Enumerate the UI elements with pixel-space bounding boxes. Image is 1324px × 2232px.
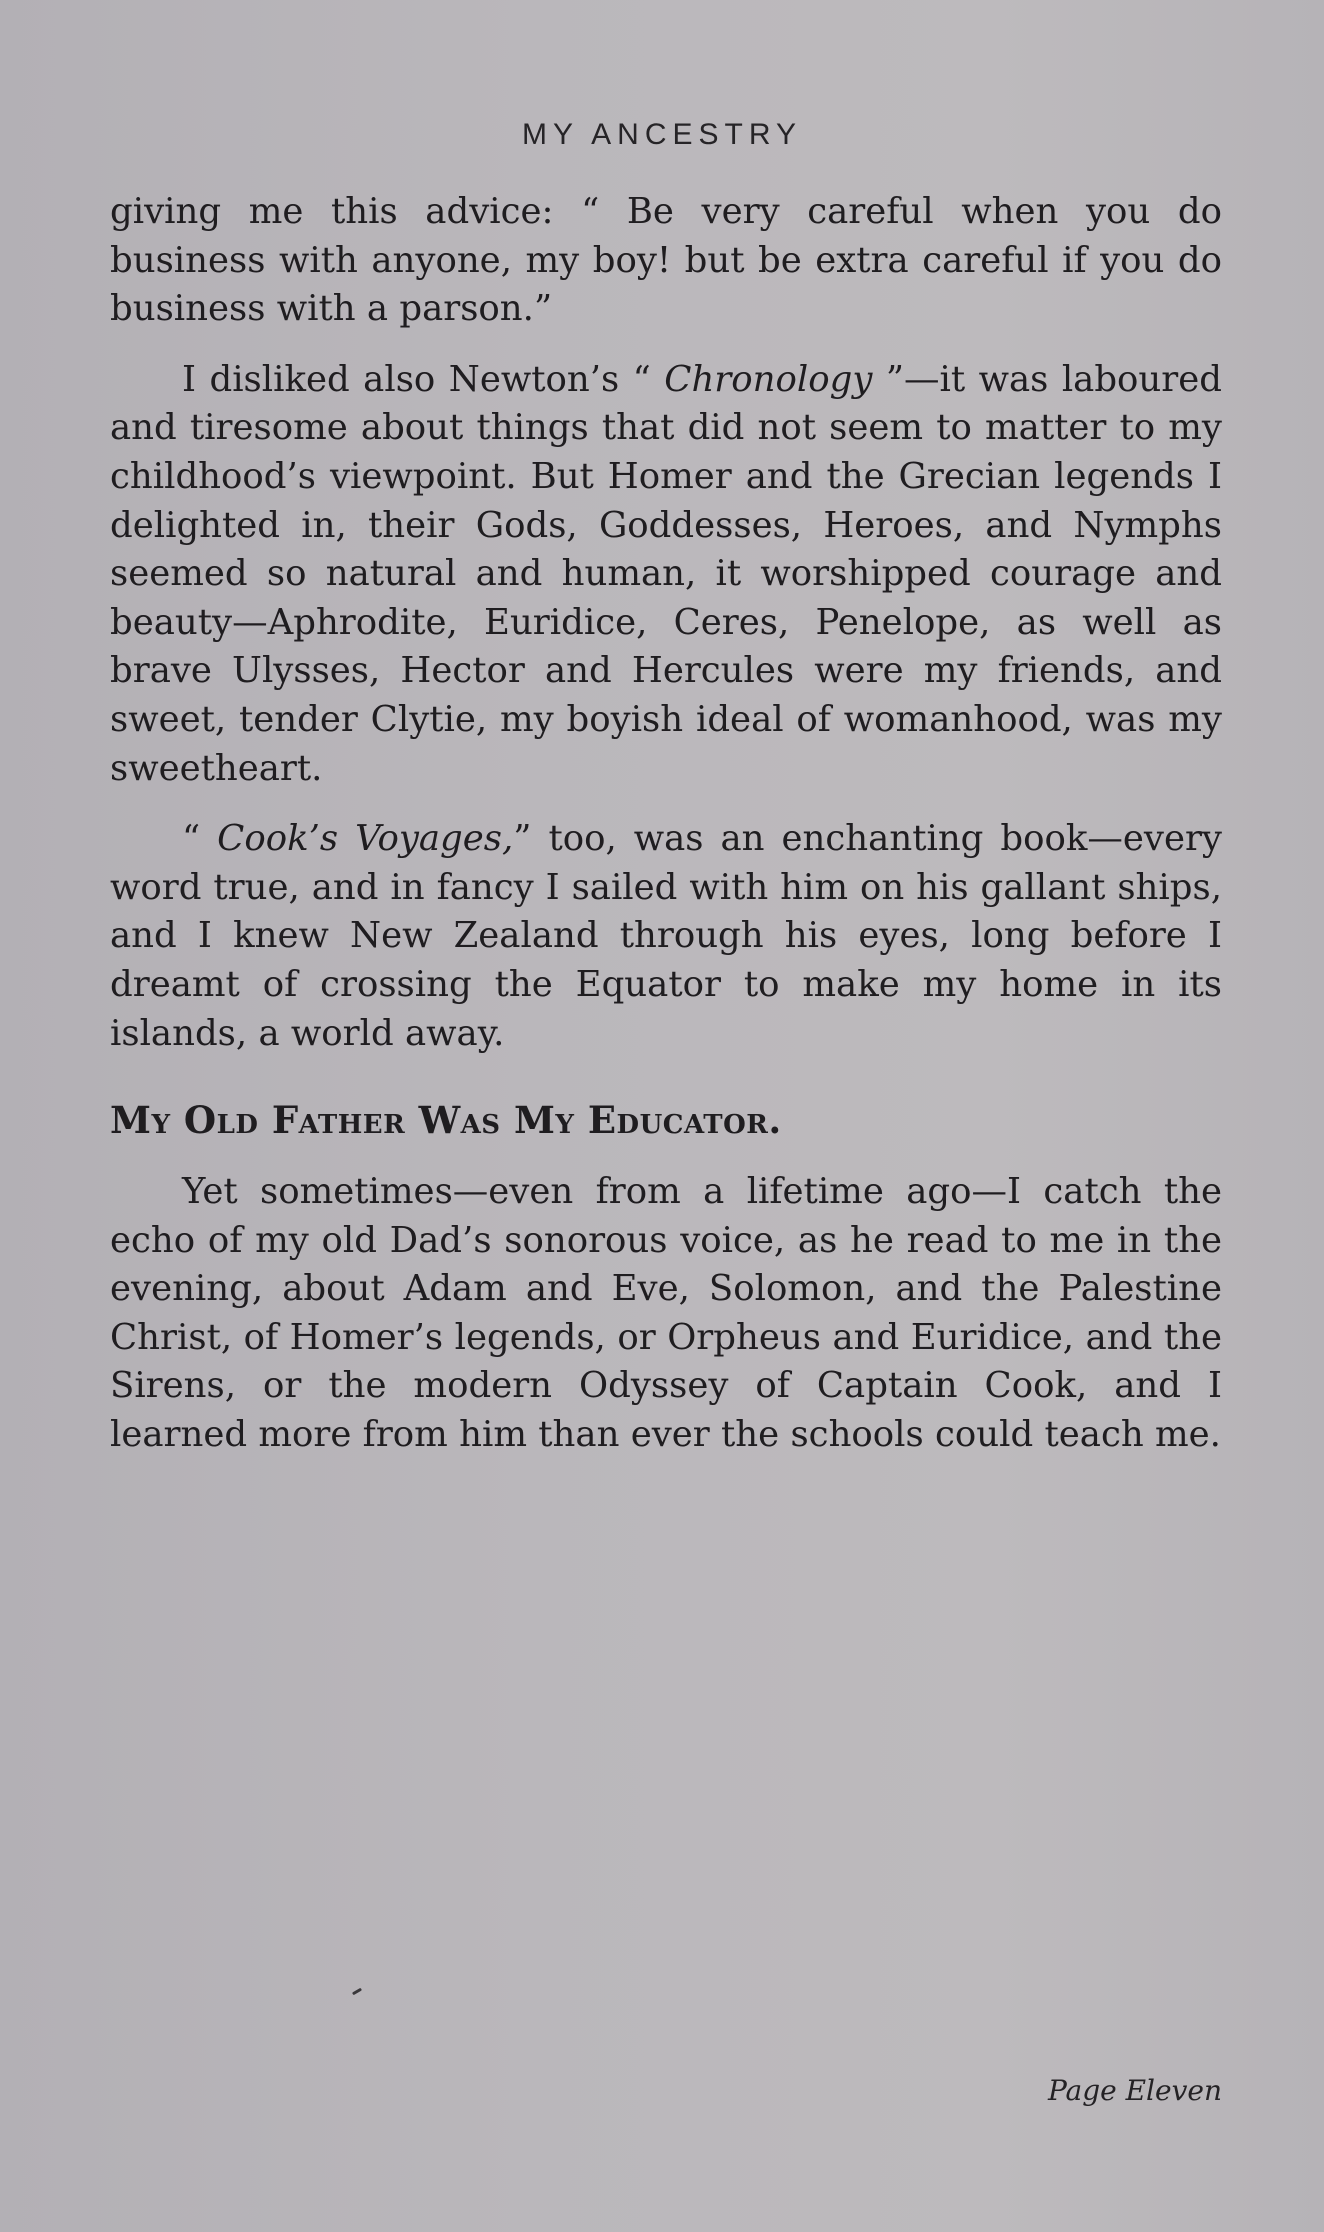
book-title-cooks-voyages: Cook’s Voyages, xyxy=(217,818,514,860)
section-heading: My Old Father Was My Educator. xyxy=(110,1098,782,1143)
book-title-chronology: Chronology xyxy=(664,358,873,400)
paragraph-newton-rest: ”—it was laboured and tiresome about things that did not seem to matter to my childhood’s viewpoint. But Homer and the Grecian legends I delighted in, their Gods, Goddesses, Heroes, and Nymphs seemed so natural and human, it worshipped courage and beauty—Aphrodite, Euridice, Ceres, Penelope, as well as brave Ulysses, Hector and Hercules were my friends, and sweet, tender Clytie, my boyish ideal of womanhood, was my sweetheart. xyxy=(110,358,1222,789)
page-number: Page Eleven xyxy=(1047,2074,1222,2107)
paragraph-cook-start: “ xyxy=(182,818,218,860)
paragraph-newton xyxy=(110,356,1222,793)
running-head: MY ANCESTRY xyxy=(522,118,802,151)
paragraph-newton-start: I disliked also Newton’s “ xyxy=(182,358,665,400)
paragraph-advice: giving me this advice: “ Be very careful when you do business with anyone, my boy! but be extra careful if you do business with a parson.” xyxy=(110,191,1222,330)
paragraph-father: Yet sometimes—even from a lifetime ago—I catch the echo of my old Dad’s sonorous voice, as he read to me in the evening, about Adam and Eve, Solomon, and the Palestine Christ, of Homer’s legends, or Orpheus and Euridice, and the Sirens, or the modern Odyssey of Captain Cook, and I learned more from him than ever the schools could teach me. xyxy=(110,1171,1222,1456)
paper-speck xyxy=(352,1988,362,1996)
body-text xyxy=(110,188,1222,1482)
paragraph-cook-rest: ” too, was an enchanting book—every word true, and in fancy I sailed with him on his gallant ships, and I knew New Zealand through his eyes, long before I dreamt of crossing the Equator to make my home in its islands, a world away. xyxy=(110,818,1222,1054)
paragraph-cooks-voyages xyxy=(110,815,1222,1058)
